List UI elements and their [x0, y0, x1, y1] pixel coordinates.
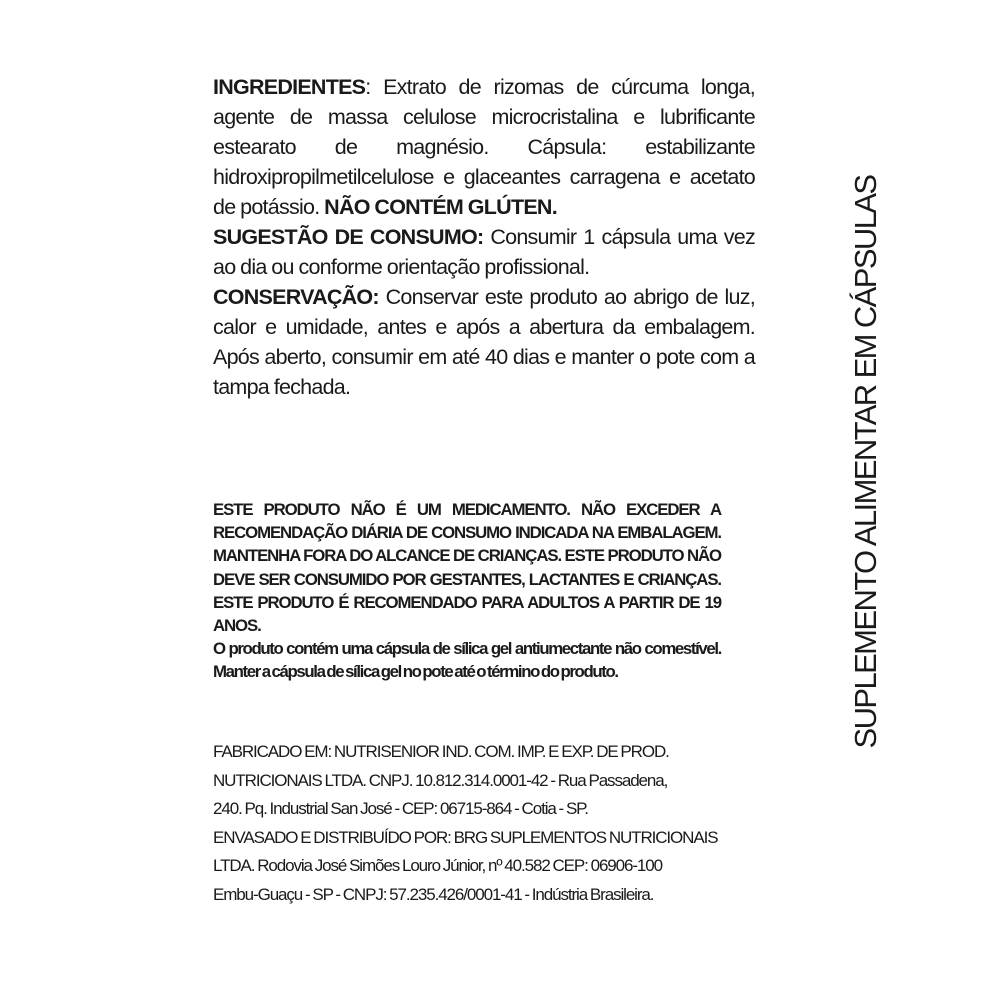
consumption-text: Consumir 1 cápsula uma vez ao dia ou conforme orientação profissional.: [213, 225, 755, 279]
silica-notice: O produto contém uma cápsula de sílica gel antiumectante não comestível. Manter a cápsula de sílica gel no pote até o término do produto.: [213, 639, 721, 682]
consumption-heading: SUGESTÃO DE CONSUMO:: [213, 225, 484, 249]
distributor-line: Embu-Guaçu - SP - CNPJ: 57.235.426/0001-41 - Indústria Brasileira.: [213, 884, 654, 904]
manufacturer-line: NUTRICIONAIS LTDA. CNPJ. 10.812.314.0001-42 - Rua Passadena,: [213, 770, 668, 790]
distributor-line: LTDA. Rodovia José Simões Louro Júnior, nº 40.582 CEP: 06906-100: [213, 856, 662, 875]
warning-text: ESTE PRODUTO NÃO É UM MEDICAMENTO. NÃO EXCEDER A RECOMENDAÇÃO DIÁRIA DE CONSUMO INDICADA NA EMBALAGEM. MANTENHA FORA DO ALCANCE DE CRIANÇAS. ESTE PRODUTO NÃO DEVE SER CONSUMIDO POR GESTANTES, LACTANTES E CRIANÇAS. ESTE PRODUTO É RECOMENDADO PARA ADULTOS A PARTIR DE 19 ANOS.: [213, 500, 721, 636]
warning-block: [213, 498, 721, 684]
product-type-vertical-title: SUPLEMENTO ALIMENTAR EM CÁPSULAS: [848, 175, 883, 749]
manufacturer-block: [213, 738, 743, 909]
ingredients-text: : Extrato de rizomas de cúrcuma longa, agente de massa celulose microcristalina e lubrificante estearato de magnésio. Cápsula: estabilizante hidroxipropilmetilcelulose e glaceantes carragena e acetato de potássio.: [213, 75, 755, 219]
distributor-line: ENVASADO E DISTRIBUÍDO POR: BRG SUPLEMENTOS NUTRICIONAIS: [213, 827, 718, 847]
conservation-text: Conservar este produto ao abrigo de luz, calor e umidade, antes e após a abertura da embalagem. Após aberto, consumir em até 40 dias e manter o pote com a tampa fechada.: [213, 285, 755, 399]
manufacturer-line: 240. Pq. Industrial San José - CEP: 06715-864 - Cotia - SP.: [213, 799, 588, 818]
conservation-heading: CONSERVAÇÃO:: [213, 285, 379, 309]
consumption-paragraph: [213, 222, 755, 282]
label-main-info: [213, 72, 755, 402]
gluten-notice: NÃO CONTÉM GLÚTEN.: [324, 195, 557, 219]
manufacturer-line: FABRICADO EM: NUTRISENIOR IND. COM. IMP. E EXP. DE PROD.: [213, 742, 669, 761]
ingredients-paragraph: [213, 72, 755, 222]
ingredients-heading: INGREDIENTES: [213, 75, 366, 99]
conservation-paragraph: [213, 282, 755, 402]
